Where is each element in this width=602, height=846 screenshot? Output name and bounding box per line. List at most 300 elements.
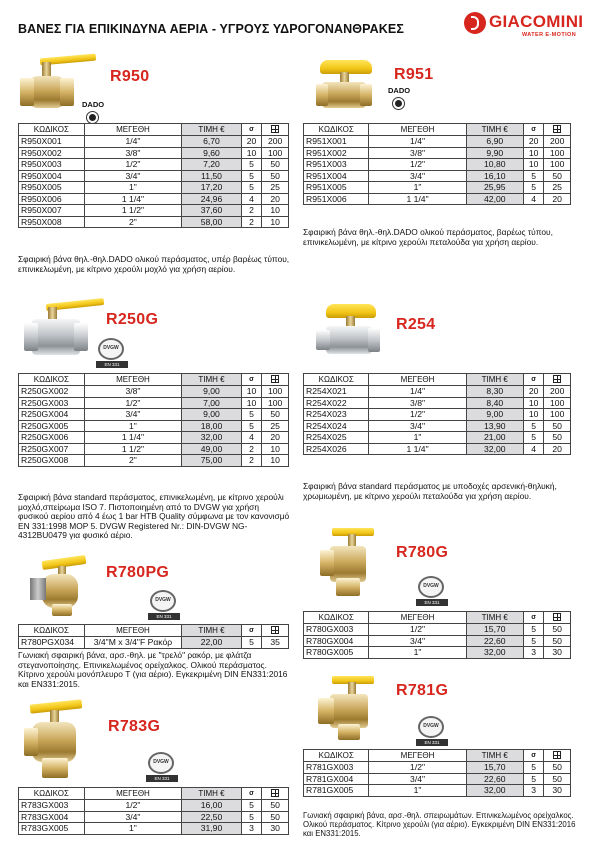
product-code: R254X022 [304,397,369,409]
product-code: R781GX005 [304,785,369,797]
table-row [19,193,289,205]
cert-std-text: EN 331 [148,613,180,620]
pack-qty: 10 [523,397,543,409]
table-row [304,762,571,774]
cert-std-text: EN 331 [416,739,448,746]
pack-qty: 10 [241,386,262,398]
r951-model-label: R951 [394,66,434,83]
product-code: R250GX002 [19,386,85,398]
r780g-dvgw-cert-icon [416,576,448,608]
table-row [304,432,571,444]
pack-qty: 4 [241,432,262,444]
product-price: 7,00 [182,397,242,409]
table-row [19,147,289,159]
product-price: 8,30 [466,386,523,398]
product-code: R250GX007 [19,443,85,455]
product-code: R783GX004 [19,811,85,823]
product-price: 32,00 [466,647,523,659]
product-size: 1/2" [84,800,182,812]
product-price: 9,00 [182,409,242,421]
small-pack-icon: σ [241,625,262,637]
pack-qty: 5 [241,420,262,432]
size-header: ΜΕΓΕΘΗ [84,625,182,637]
pack-qty: 2 [241,455,262,467]
cert-std-text: EN 331 [146,775,178,782]
pack-qty: 5 [241,800,262,812]
r950-dado-label: DADO [82,100,105,109]
product-size: 1" [84,420,182,432]
r780pg-description: Γωνιακή σφαιρική βάνα, αρσ.-θηλ. με "τρελό" ρακόρ, με φλάτζα στεγανοποίησης. Επινικελωμένος ορείχαλκος. Ολικού περάσματος. Κίτρινο χερούλι μονόπλευρο T (για αέριο). Εγκεκριμένη DIN EN331:2016 και EN331:2015. [18,650,288,689]
product-price: 37,60 [182,205,242,217]
box-pack-icon [262,374,289,386]
small-pack-icon: σ [241,788,262,800]
size-header: ΜΕΓΕΘΗ [84,788,182,800]
box-qty: 100 [262,386,289,398]
product-code: R254X021 [304,386,369,398]
r780g-price-table [303,611,571,659]
product-size: 1/4" [369,386,466,398]
r250g-dvgw-cert-icon [96,338,128,370]
small-pack-icon: σ [523,124,543,136]
product-price: 9,00 [466,409,523,421]
table-row [304,397,571,409]
r950-description: Σφαιρική βάνα θηλ.-θηλ.DADO ολικού περάσματος, υπέρ βαρέως τύπου, επινικελωμένη, με κίτρινο χερούλι μοχλό για χρήση αερίου. [18,254,290,274]
box-qty: 25 [262,420,289,432]
r783g-price-table [18,787,289,835]
pack-qty: 10 [523,409,543,421]
box-qty: 100 [262,397,289,409]
r951-price-table [303,123,571,205]
price-header: ΤΙΜΗ € [466,374,523,386]
table-row [304,170,571,182]
product-code: R780GX003 [304,624,369,636]
product-code: R951X004 [304,170,369,182]
product-price: 17,20 [182,182,242,194]
r951-dado-icon [392,97,405,110]
product-code: R950X007 [19,205,85,217]
small-pack-icon: σ [523,374,543,386]
size-header: ΜΕΓΕΘΗ [369,124,466,136]
r780g-model-label: R780G [396,544,449,561]
box-pack-icon [544,374,571,386]
box-qty: 10 [262,443,289,455]
product-size: 3/8" [369,397,466,409]
price-header: ΤΙΜΗ € [182,625,242,637]
product-size: 1/2" [369,409,466,421]
pack-qty: 4 [523,193,543,205]
pack-qty: 5 [523,635,543,647]
brand-tagline: WATER E-MOTION [522,32,577,38]
r950-price-table [18,123,289,228]
box-pack-icon [544,612,571,624]
table-row [304,443,571,455]
product-code: R951X003 [304,159,369,171]
box-qty: 100 [544,159,571,171]
box-qty: 50 [544,170,571,182]
product-price: 22,50 [182,811,242,823]
box-qty: 200 [544,136,571,148]
product-size: 1 1/4" [84,193,182,205]
brand-name: GIACOMINI [489,12,584,31]
product-size: 3/4" [369,635,466,647]
product-size: 1" [84,823,182,835]
r250g-product-image [18,295,106,365]
product-size: 3/8" [84,147,182,159]
product-code: R254X024 [304,420,369,432]
box-qty: 100 [544,409,571,421]
product-code: R783GX003 [19,800,85,812]
r780g-product-image [318,526,388,606]
table-row [19,637,289,649]
product-price: 31,90 [182,823,242,835]
pack-qty: 10 [241,147,262,159]
table-row [19,136,289,148]
product-code: R780PGX034 [19,637,85,649]
box-pack-icon [262,124,289,136]
product-price: 32,00 [182,432,242,444]
pack-qty: 2 [241,443,262,455]
size-header: ΜΕΓΕΘΗ [84,374,182,386]
product-code: R950X006 [19,193,85,205]
product-code: R250GX008 [19,455,85,467]
r250g-model-label: R250G [106,311,159,328]
table-row [304,635,571,647]
product-price: 9,90 [466,147,523,159]
price-header: ΤΙΜΗ € [182,788,242,800]
box-qty: 25 [262,182,289,194]
product-size: 1" [369,182,466,194]
table-row [304,147,571,159]
table-row [19,397,289,409]
box-qty: 10 [262,205,289,217]
product-size: 3/4" [84,170,182,182]
price-header: ΤΙΜΗ € [466,750,523,762]
pack-qty: 2 [241,216,262,228]
cert-mark-text: DVGW [153,759,169,765]
table-row [19,811,289,823]
product-price: 75,00 [182,455,242,467]
product-code: R781GX004 [304,773,369,785]
product-price: 58,00 [182,216,242,228]
pack-qty: 5 [523,170,543,182]
box-qty: 100 [544,397,571,409]
product-price: 9,60 [182,147,242,159]
product-code: R783GX005 [19,823,85,835]
r254-price-table [303,373,571,455]
box-qty: 200 [544,386,571,398]
product-price: 9,00 [182,386,242,398]
box-qty: 50 [262,409,289,421]
small-pack-icon: σ [241,374,262,386]
product-code: R254X023 [304,409,369,421]
brand-logo-icon [464,12,486,34]
product-price: 22,60 [466,773,523,785]
product-code: R951X001 [304,136,369,148]
box-qty: 50 [544,762,571,774]
r250g-description: Σφαιρική βάνα standard περάσματος, επινικελωμένη, με κίτρινο χερούλι μοχλό,σπείρωμα ISO 7. Πιστοποιημένη από το DVGW για χρήση φυσικού αερίου από 4 έως 1 bar HTB Quality σύμφωνα με τον κανονισμό EN 331:1998 MOP 5. DVGW Registered Nr.: DIN-DVGW NG-4312BU0479 για φυσικό αέριο. [18,492,290,541]
r254-product-image [312,300,392,364]
small-pack-icon: σ [523,612,543,624]
table-row [304,409,571,421]
price-header: ΤΙΜΗ € [466,612,523,624]
product-price: 21,00 [466,432,523,444]
code-header: ΚΩΔΙΚΟΣ [304,612,369,624]
box-pack-icon [262,788,289,800]
product-code: R250GX003 [19,397,85,409]
pack-qty: 3 [523,647,543,659]
box-pack-icon [544,124,571,136]
r783g-dvgw-cert-icon [146,752,178,784]
code-header: ΚΩΔΙΚΟΣ [304,124,369,136]
product-size: 1/2" [84,159,182,171]
product-size: 2" [84,455,182,467]
product-price: 15,70 [466,762,523,774]
box-qty: 30 [544,785,571,797]
product-size: 3/4" [369,773,466,785]
small-pack-icon: σ [241,124,262,136]
code-header: ΚΩΔΙΚΟΣ [304,750,369,762]
product-code: R950X001 [19,136,85,148]
product-size: 1/2" [369,762,466,774]
product-code: R250GX004 [19,409,85,421]
pack-qty: 5 [241,811,262,823]
size-header: ΜΕΓΕΘΗ [369,750,466,762]
product-code: R780GX004 [304,635,369,647]
box-qty: 100 [262,147,289,159]
product-size: 3/8" [369,147,466,159]
small-pack-icon: σ [523,750,543,762]
product-price: 32,00 [466,443,523,455]
table-row [304,193,571,205]
box-qty: 25 [544,182,571,194]
product-size: 1/4" [84,136,182,148]
product-code: R950X005 [19,182,85,194]
product-size: 1/2" [369,624,466,636]
pack-qty: 20 [523,136,543,148]
product-code: R950X004 [19,170,85,182]
product-price: 10,80 [466,159,523,171]
product-price: 7,20 [182,159,242,171]
table-row [19,455,289,467]
product-code: R250GX005 [19,420,85,432]
product-size: 3/4" [369,420,466,432]
price-header: ΤΙΜΗ € [182,374,242,386]
box-qty: 50 [544,432,571,444]
r781g-description: Γωνιακή σφαιρική βάνα, αρσ.-θηλ. σπειρωμάτων. Επινικελωμένος ορείχαλκος. Ολικού περάσματος. Κίτρινο χερούλι (για αέριο). Εγκεκριμένη DIN EN331:2016 και EN331:2015. [303,811,576,838]
pack-qty: 20 [241,136,262,148]
table-row [19,420,289,432]
r951-product-image [312,52,392,116]
product-price: 42,00 [466,193,523,205]
pack-qty: 4 [241,193,262,205]
table-row [304,785,571,797]
box-qty: 50 [544,635,571,647]
pack-qty: 5 [523,762,543,774]
product-size: 1/4" [369,136,466,148]
r781g-model-label: R781G [396,682,449,699]
pack-qty: 5 [241,159,262,171]
product-price: 25,95 [466,182,523,194]
table-row [19,205,289,217]
pack-qty: 10 [523,147,543,159]
r951-description: Σφαιρική βάνα θηλ.-θηλ.DADO ολικού περάσματος, βαρέως τύπου, επινικελωμένη, με κίτρινο χερούλι πεταλούδα για χρήση αερίου. [303,227,553,247]
r780pg-model-label: R780PG [106,564,170,581]
product-price: 15,70 [466,624,523,636]
pack-qty: 5 [523,182,543,194]
product-price: 6,70 [182,136,242,148]
product-size: 1" [369,785,466,797]
pack-qty: 5 [241,637,262,649]
pack-qty: 2 [241,205,262,217]
product-code: R950X003 [19,159,85,171]
product-code: R780GX005 [304,647,369,659]
product-size: 3/4" [84,409,182,421]
table-row [304,647,571,659]
product-size: 1 1/4" [84,432,182,444]
r781g-dvgw-cert-icon [416,716,448,748]
product-size: 3/4" [369,170,466,182]
product-price: 24,96 [182,193,242,205]
box-qty: 50 [544,773,571,785]
cert-mark-text: DVGW [423,723,439,729]
product-size: 1" [84,182,182,194]
table-row [19,443,289,455]
product-size: 3/4"M x 3/4"F Ρακόρ [84,637,182,649]
product-price: 22,00 [182,637,242,649]
pack-qty: 5 [241,170,262,182]
product-size: 1 1/4" [369,193,466,205]
pack-qty: 10 [523,159,543,171]
table-row [304,624,571,636]
pack-qty: 5 [241,182,262,194]
product-price: 13,90 [466,420,523,432]
pack-qty: 3 [523,785,543,797]
table-row [304,182,571,194]
table-row [19,432,289,444]
r951-dado-label: DADO [388,86,411,95]
product-code: R951X002 [304,147,369,159]
product-code: R951X006 [304,193,369,205]
table-row [19,170,289,182]
box-qty: 20 [544,193,571,205]
box-qty: 20 [262,432,289,444]
product-code: R254X025 [304,432,369,444]
table-row [304,773,571,785]
product-code: R250GX006 [19,432,85,444]
r780pg-product-image [28,548,102,618]
price-header: ΤΙΜΗ € [182,124,242,136]
r781g-product-image [316,674,392,744]
product-size: 3/4" [84,811,182,823]
product-size: 1 1/2" [84,205,182,217]
box-qty: 10 [262,455,289,467]
cert-std-text: EN 331 [96,361,128,368]
code-header: ΚΩΔΙΚΟΣ [19,625,85,637]
box-qty: 50 [262,800,289,812]
box-qty: 50 [544,624,571,636]
cert-std-text: EN 331 [416,599,448,606]
cert-mark-text: DVGW [103,345,119,351]
box-qty: 50 [262,811,289,823]
box-qty: 20 [262,193,289,205]
product-code: R781GX003 [304,762,369,774]
product-price: 18,00 [182,420,242,432]
code-header: ΚΩΔΙΚΟΣ [304,374,369,386]
code-header: ΚΩΔΙΚΟΣ [19,124,85,136]
table-row [19,182,289,194]
table-row [304,420,571,432]
code-header: ΚΩΔΙΚΟΣ [19,374,85,386]
pack-qty: 4 [523,443,543,455]
box-qty: 30 [262,823,289,835]
r781g-price-table [303,749,571,797]
box-qty: 50 [262,159,289,171]
r783g-model-label: R783G [108,718,161,735]
pack-qty: 5 [523,432,543,444]
table-row [304,136,571,148]
table-row [19,800,289,812]
product-price: 22,60 [466,635,523,647]
product-size: 1/2" [84,397,182,409]
pack-qty: 5 [523,420,543,432]
product-size: 1 1/4" [369,443,466,455]
box-qty: 20 [544,443,571,455]
table-row [19,409,289,421]
table-row [19,159,289,171]
box-qty: 100 [544,147,571,159]
product-price: 49,00 [182,443,242,455]
pack-qty: 3 [241,823,262,835]
product-size: 1 1/2" [84,443,182,455]
r250g-price-table [18,373,289,467]
product-price: 6,90 [466,136,523,148]
r780pg-price-table [18,624,289,649]
box-qty: 50 [262,170,289,182]
table-row [19,216,289,228]
r783g-product-image [20,700,108,786]
pack-qty: 5 [241,409,262,421]
box-pack-icon [544,750,571,762]
cert-mark-text: DVGW [155,597,171,603]
box-qty: 200 [262,136,289,148]
product-price: 32,00 [466,785,523,797]
size-header: ΜΕΓΕΘΗ [369,374,466,386]
product-code: R951X005 [304,182,369,194]
product-code: R950X008 [19,216,85,228]
r254-model-label: R254 [396,316,436,333]
size-header: ΜΕΓΕΘΗ [84,124,182,136]
box-qty: 50 [544,420,571,432]
box-qty: 10 [262,216,289,228]
r254-description: Σφαιρική βάνα standard περάσματος με υποδοχές αρσενική-θηλυκή, χρωμιωμένη, με κίτρινο χερούλι πεταλούδα για χρήση αερίου. [303,481,557,501]
page-title: ΒΑΝΕΣ ΓΙΑ ΕΠΙΚΙΝΔΥΝΑ ΑΕΡΙΑ - ΥΓΡΟΥΣ ΥΔΡΟΓΟΝΑΝΘΡΑΚΕΣ [18,22,404,36]
product-size: 2" [84,216,182,228]
product-price: 8,40 [466,397,523,409]
pack-qty: 5 [523,624,543,636]
price-header: ΤΙΜΗ € [466,124,523,136]
product-code: R950X002 [19,147,85,159]
product-size: 1" [369,647,466,659]
brand-logo [464,10,596,44]
table-row [19,823,289,835]
product-price: 16,10 [466,170,523,182]
pack-qty: 5 [523,773,543,785]
table-row [304,386,571,398]
r950-model-label: R950 [110,68,150,85]
product-size: 1" [369,432,466,444]
size-header: ΜΕΓΕΘΗ [369,612,466,624]
product-code: R254X026 [304,443,369,455]
